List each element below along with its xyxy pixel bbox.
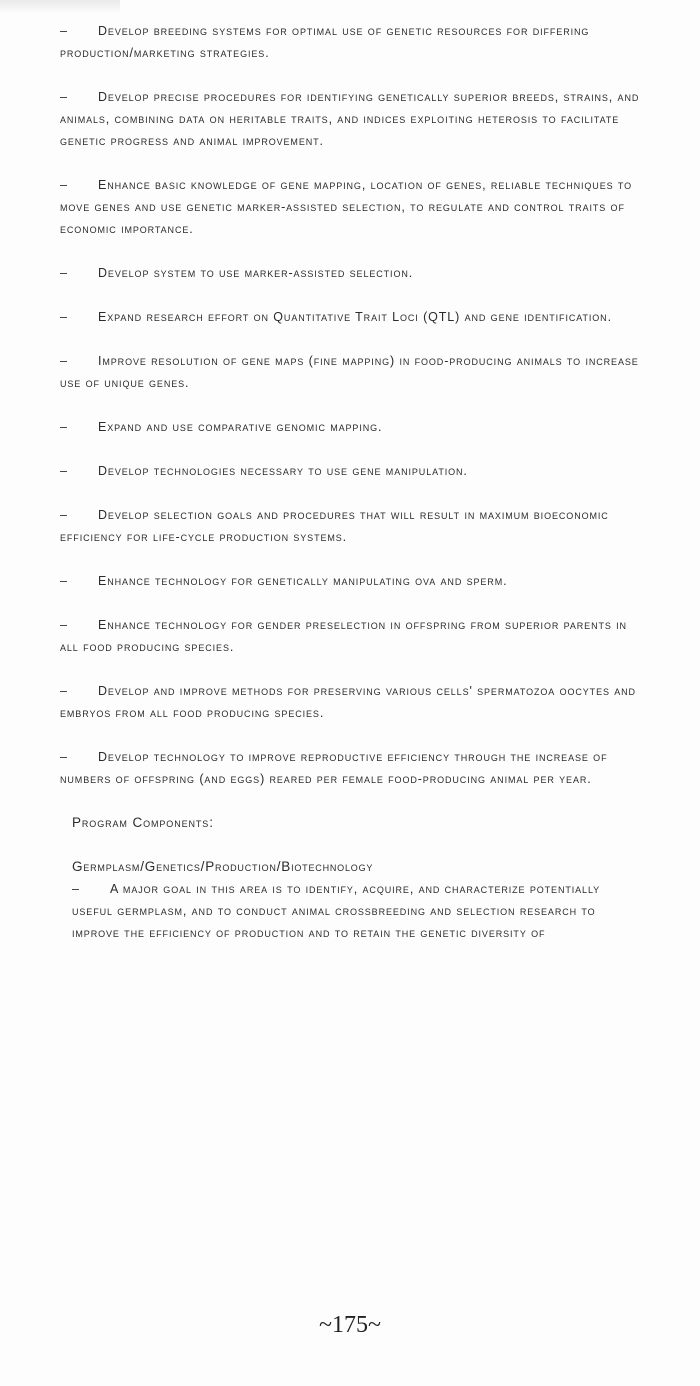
bullet-text: Develop selection goals and procedures that will result in maximum bioeconomic efficiency for life-cycle production systems.	[60, 508, 609, 544]
page-number: ~175~	[319, 1312, 381, 1338]
bullet-dash: –	[60, 178, 68, 192]
bullet-dash: –	[60, 464, 68, 478]
bullet-item	[60, 350, 640, 394]
bullet-item	[60, 306, 640, 328]
document-body	[60, 20, 640, 966]
bullet-text: Develop system to use marker-assisted selection.	[98, 266, 414, 280]
bullet-item	[60, 416, 640, 438]
bullet-text: Develop technologies necessary to use gene manipulation.	[98, 464, 468, 478]
final-paragraph	[72, 878, 640, 944]
bullet-text: Enhance basic knowledge of gene mapping, location of genes, reliable techniques to move genes and use genetic marker-assisted selection, to regulate and control traits of economic importance.	[60, 178, 633, 236]
bullet-item	[60, 262, 640, 284]
bullet-dash: –	[60, 618, 68, 632]
bullet-text: Develop technology to improve reproductive efficiency through the increase of numbers of offspring (and eggs) reared per female food-producing animal per year.	[60, 750, 608, 786]
bullet-text: Expand research effort on Quantitative Trait Loci (QTL) and gene identification.	[98, 310, 612, 324]
bullet-dash: –	[60, 90, 68, 104]
bullet-item	[60, 614, 640, 658]
bullet-text: Improve resolution of gene maps (fine mapping) in food-producing animals to increase use of unique genes.	[60, 354, 639, 390]
bullet-dash: –	[60, 420, 68, 434]
bullet-dash: –	[72, 882, 80, 896]
bullet-dash: –	[60, 266, 68, 280]
bullet-dash: –	[60, 750, 68, 764]
bullet-item	[60, 460, 640, 482]
bullet-text: Enhance technology for gender preselection in offspring from superior parents in all food producing species.	[60, 618, 627, 654]
bullet-item	[60, 746, 640, 790]
bullet-item	[60, 504, 640, 548]
bullet-item	[60, 86, 640, 152]
section-heading: Program Components:	[72, 815, 214, 830]
bullet-item	[60, 570, 640, 592]
scan-edge-shadow	[0, 0, 120, 14]
bullet-dash: –	[60, 684, 68, 698]
bullet-text: Enhance technology for genetically manipulating ova and sperm.	[98, 574, 508, 588]
bullet-text: Develop precise procedures for identifying genetically superior breeds, strains, and animals, combining data on heritable traits, and indices exploiting heterosis to facilitate genetic progress and animal improvement.	[60, 90, 640, 148]
bullet-dash: –	[60, 508, 68, 522]
bullet-dash: –	[60, 574, 68, 588]
bullet-dash: –	[60, 354, 68, 368]
bullet-dash: –	[60, 310, 68, 324]
bullet-dash: –	[60, 24, 68, 38]
bullet-item	[60, 680, 640, 724]
bullet-text: Expand and use comparative genomic mapping.	[98, 420, 383, 434]
bullet-item	[60, 174, 640, 240]
bullet-text: Develop breeding systems for optimal use of genetic resources for differing production/marketing strategies.	[60, 24, 590, 60]
bullet-item	[60, 20, 640, 64]
bullet-text: Develop and improve methods for preserving various cells' spermatozoa oocytes and embryos from all food producing species.	[60, 684, 636, 720]
final-paragraph-text: A major goal in this area is to identify, acquire, and characterize potentially useful germplasm, and to conduct animal crossbreeding and selection research to improve the efficiency of production and to retain the genetic diversity of	[72, 882, 601, 940]
subsection-heading: Germplasm/Genetics/Production/Biotechnology	[72, 859, 374, 874]
